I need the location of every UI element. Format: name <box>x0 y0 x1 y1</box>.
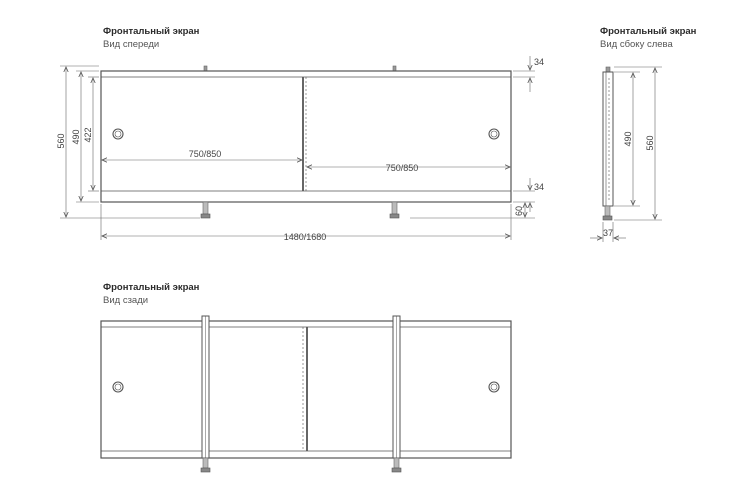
label-inner-height: 422 <box>83 127 93 143</box>
side-dimensions <box>590 67 662 242</box>
label-bottom-rail: 34 <box>534 182 545 192</box>
front-dimensions <box>60 56 535 240</box>
leg-right <box>392 202 397 214</box>
leg-foot-left <box>201 214 210 218</box>
top-bolt-left <box>204 66 207 71</box>
back-leg-foot-left <box>201 468 210 472</box>
leg-left <box>203 202 208 214</box>
back-frame <box>101 321 511 458</box>
label-panel-height: 490 <box>71 129 81 145</box>
back-view-title: Фронтальный экран <box>103 282 200 293</box>
leg-foot-right <box>390 214 399 218</box>
back-leg-foot-right <box>392 468 401 472</box>
back-view-subtitle: Вид сзади <box>103 295 149 306</box>
side-leg <box>605 206 610 216</box>
label-legs: 60 <box>514 205 524 217</box>
left-handle-inner <box>115 131 121 137</box>
label-total-width: 1480/1680 <box>283 232 327 242</box>
top-bolt-right <box>393 66 396 71</box>
back-left-handle-inner <box>115 384 121 390</box>
side-top-bolt <box>606 67 610 72</box>
back-right-handle-icon <box>489 382 499 392</box>
label-side-panel-height: 490 <box>623 131 633 147</box>
label-left-panel-width: 750/850 <box>188 149 222 159</box>
back-leg-right <box>394 458 399 468</box>
side-view-title: Фронтальный экран <box>600 26 697 37</box>
label-top-rail: 34 <box>534 57 545 67</box>
label-side-total-height: 560 <box>645 135 655 151</box>
label-side-depth: 37 <box>602 228 614 238</box>
back-left-handle-icon <box>113 382 123 392</box>
label-right-panel-width: 750/850 <box>385 163 419 173</box>
front-view-drawing <box>101 66 511 218</box>
side-view-drawing <box>603 67 613 220</box>
right-handle-inner <box>491 131 497 137</box>
label-total-height: 560 <box>56 133 66 149</box>
side-view-subtitle: Вид сбоку слева <box>600 39 673 50</box>
front-view-subtitle: Вид спереди <box>103 39 160 50</box>
side-leg-foot <box>603 216 612 220</box>
back-leg-left <box>203 458 208 468</box>
left-handle-icon <box>113 129 123 139</box>
right-handle-icon <box>489 129 499 139</box>
back-view-drawing <box>101 316 511 472</box>
back-right-handle-inner <box>491 384 497 390</box>
side-profile <box>603 72 613 206</box>
front-view-title: Фронтальный экран <box>103 26 200 37</box>
